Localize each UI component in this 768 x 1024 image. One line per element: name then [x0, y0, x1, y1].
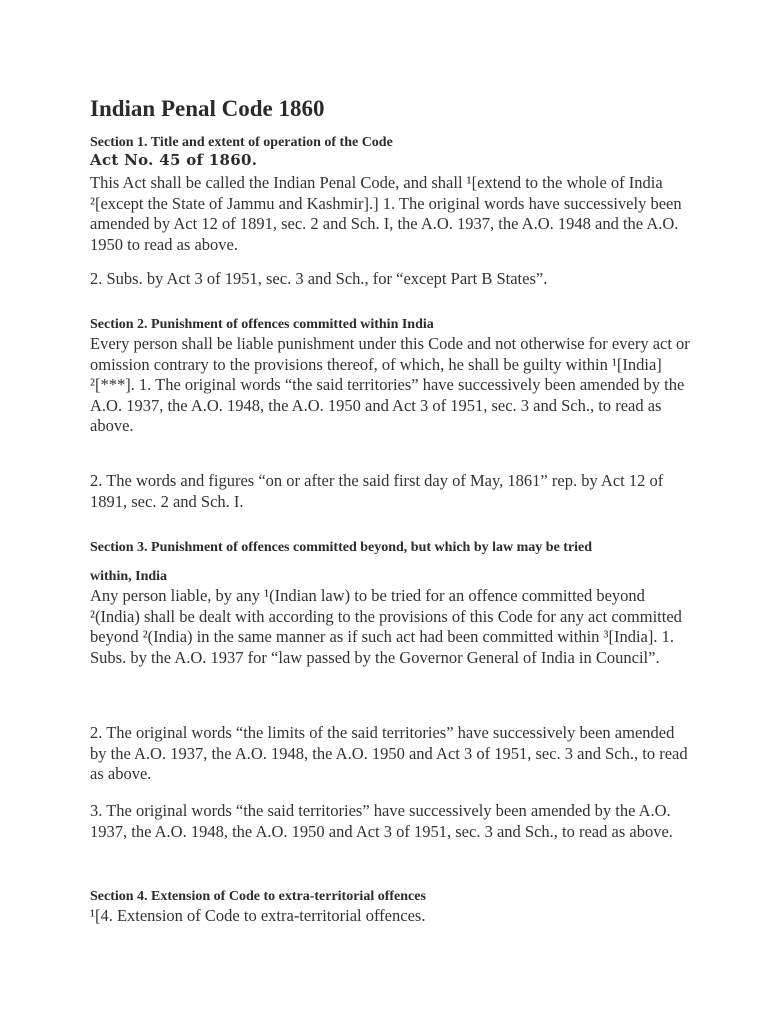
act-number-line: Act No. 45 of 1860. — [90, 151, 258, 169]
section-3-heading-line-1: Section 3. Punishment of offences committed beyond, but which by law may be tried — [90, 540, 593, 555]
section-2-heading: Section 2. Punishment of offences committed within India — [90, 317, 434, 332]
section-2-paragraph-2: 2. The words and figures “on or after the said first day of May, 1861” rep. by Act 12 of 1891, sec. 2 and Sch. I. — [90, 471, 664, 511]
section-4-paragraph-1: ¹[4. Extension of Code to extra-territorial offences. — [90, 906, 426, 925]
section-3-paragraph-2: 2. The original words “the limits of the said territories” have successively been amended by the A.O. 1937, the A.O. 1948, the A.O. 1950 and Act 3 of 1951, sec. 3 and Sch., to read as above. — [90, 723, 688, 783]
section-2-paragraph-1: Every person shall be liable punishment under this Code and not otherwise for every act or omission contrary to the provisions thereof, of which, he shall be guilty within ¹[India] ²[***]. 1. The original words “the said territories” have successively been amended by the A.O. 1937, the A.O. 1948, the A.O. 1950 and Act 3 of 1951, sec. 3 and Sch., to read as above. — [90, 334, 690, 435]
section-1-heading: Section 1. Title and extent of operation of the Code — [90, 135, 393, 150]
section-1-paragraph-2: 2. Subs. by Act 3 of 1951, sec. 3 and Sch., for “except Part B States”. — [90, 269, 548, 288]
section-4-heading: Section 4. Extension of Code to extra-territorial offences — [90, 889, 426, 904]
section-3-paragraph-1: Any person liable, by any ¹(Indian law) to be tried for an offence committed beyond ²(India) shall be dealt with according to the provisions of this Code for any act committed beyond ²(India) in the same manner as if such act had been committed within ³[India]. 1. Subs. by the A.O. 1937 for “law passed by the Governor General of India in Council”. — [90, 586, 682, 667]
section-1-paragraph-1: This Act shall be called the Indian Penal Code, and shall ¹[extend to the whole of India ²[except the State of Jammu and Kashmir].] 1. The original words have successively been amended by Act 12 of 1891, sec. 2 and Sch. I, the A.O. 1937, the A.O. 1948 and the A.O. 1950 to read as above. — [90, 173, 682, 254]
section-3-paragraph-3: 3. The original words “the said territories” have successively been amended by the A.O. 1937, the A.O. 1948, the A.O. 1950 and Act 3 of 1951, sec. 3 and Sch., to read as above. — [90, 801, 673, 841]
section-3-heading-line-2: within, India — [90, 569, 168, 584]
document-title: Indian Penal Code 1860 — [90, 96, 325, 121]
